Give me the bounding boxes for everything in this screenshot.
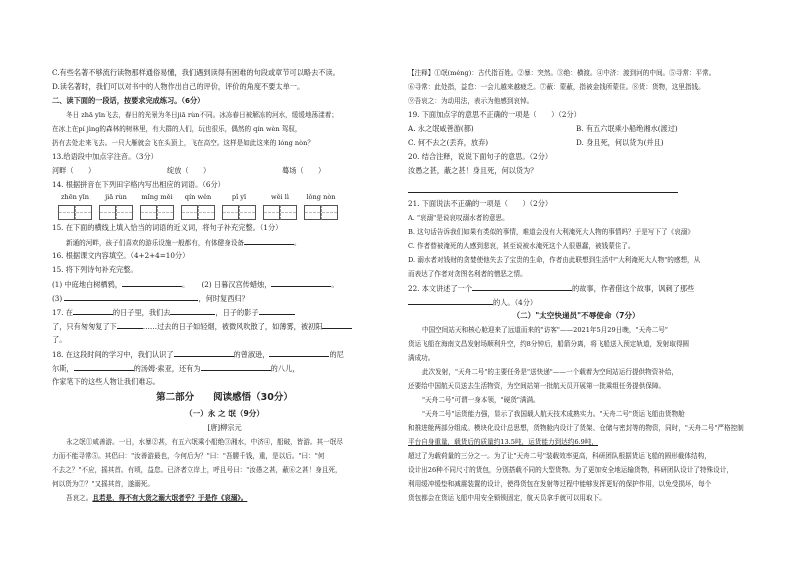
- pinyin-1: jiā rùn: [105, 193, 127, 201]
- q17-blank-4[interactable]: [117, 319, 143, 329]
- q13-item-c[interactable]: 蓦场（ ）: [282, 166, 326, 175]
- q13-item-a[interactable]: 河畔（ ）: [52, 166, 96, 175]
- q18-blank-2[interactable]: [269, 347, 329, 357]
- poem-blank-3[interactable]: [78, 291, 198, 301]
- classical-line-2: 力而不能寻常⑤。其侣曰："汝善游最也，今何后为？"曰："吾腰千钱，重，是以后。"曰："何: [52, 452, 325, 460]
- pinyin-0: zhēn yīn: [60, 193, 90, 201]
- tianzige-box-7[interactable]: [304, 205, 338, 220]
- reading-line-4: 此次发射，"天舟二号"的主要任务是"送快递"——一个载着为空间站运行提供物资补给，: [422, 368, 679, 376]
- question-20: 20. 结合注释，说说下面句子的意思。（2分）: [408, 152, 553, 161]
- passage-line-3: 扔有去处走来飞去。一只大雁就会飞在头顶上，飞在高空。这样是如此这来的 lóng nòn？: [52, 139, 314, 147]
- section-2-heading: 二、读下面的一段话，按要求完成练习。（6分）: [52, 96, 205, 105]
- annotation-line-3: ⑨吾哀之：为动用法，表示为他感到哀悼。: [408, 97, 534, 105]
- q22-blank-1[interactable]: [472, 281, 572, 291]
- tianzige-box-3[interactable]: [140, 205, 174, 220]
- q17-blank-3[interactable]: [259, 305, 295, 315]
- tianzige-box-1[interactable]: [58, 205, 92, 220]
- reading-line-3: 满成功。: [408, 354, 435, 362]
- reading-line-2: 货运飞船在海南文昌发射场顺利升空，约8分钟后，船箭分离，将飞船送入预定轨道，发射取得圆: [408, 340, 690, 348]
- q18-blank-3[interactable]: [74, 361, 134, 371]
- question-14: 14. 根据拼音在下列田字格内写出相应的词语。（6分）: [52, 180, 225, 189]
- q19-option-c[interactable]: C. 何不去之(丢弃，放弃): [408, 138, 489, 147]
- q19-option-b[interactable]: B. 有五六氓乘小船绝湘水(渡过): [576, 124, 678, 133]
- passage-line-2: 在冰上在pí jìng的森林的树林里，有大群的人们，玩也很乐，偶然的 qín wèn 驾驭，: [52, 125, 302, 133]
- classical-line-4: 何以货为⑦？"又摇其首，遂溺死。: [52, 480, 154, 488]
- question-22: 22. 本文讲述了一个 的故事，作者借这个故事，讽刺了那些: [408, 281, 744, 295]
- pinyin-5: wěi lì: [271, 193, 289, 201]
- tianzige-box-2[interactable]: [99, 205, 133, 220]
- reading-line-9: 平台自身重量，载货后的质量约13.5吨，运货能力到达约6.9吨，: [408, 438, 599, 446]
- reading-line-8: 和推进舱两部分组成。模块化设计总思想，货物舱内设计了货架、仓储与密封等的物资，同时，"天舟二号"严格控制: [408, 424, 744, 432]
- article-2-title: （二）"太空快递员"不辱使命（7分）: [512, 311, 640, 320]
- tianzige-box-4[interactable]: [181, 205, 215, 220]
- question-20-sentence: 汝愚之甚，蔽之甚！身且死，何以货为？: [408, 166, 538, 175]
- article-1-title: （一）永 之 氓（9分）: [185, 409, 264, 418]
- annotation-line-2: ⑥寻常：此处指，益怠：一会儿越来越疲乏。⑦蔽：蒙蔽，指被金钱所蒙住。⑧货：货物，这里指钱。: [408, 83, 705, 91]
- question-18-cont: 尔斯， 的汤姆·索亚，还有为 的八儿，: [52, 361, 397, 375]
- poem-blank-2[interactable]: [271, 277, 331, 287]
- q17-blank-5[interactable]: [322, 319, 352, 329]
- poem-blank-1[interactable]: [122, 277, 182, 287]
- q18-blank-4[interactable]: [201, 361, 271, 371]
- reading-line-1: 中国空间站天和核心舱迎来了远道而来的"访客"——2021年5月29日晚，"天舟二号": [422, 326, 668, 334]
- question-15-sentence: 新通的河畔，孩子们喜欢的游乐设施一般都有，有体健身设备 。: [52, 235, 397, 249]
- q19-option-a[interactable]: A. 永之氓咸善游(都): [408, 124, 474, 133]
- question-18-end: 作家笔下的这些人物让我们难忘。: [52, 377, 160, 386]
- reading-line-5: 还要给中国航天员送去生活物资，为空间站第一批航天员开展第一批乘组任务提供保障。: [408, 382, 666, 390]
- reading-line-10: 超过了为载荷量的三分之一。为了让"天舟二号"装载效率更高，科研团队根据货运飞船的圆形截体结构，: [408, 452, 711, 460]
- question-22-cont: 的人。（4分）: [408, 295, 744, 309]
- pinyin-3: qín wěn: [184, 193, 212, 201]
- passage-line-1: 冬日 zhā yīn飞去，春日的光景为冬日jiā rùn不同。冰冻春日被解冻的河水，缓缓地荡漾着；: [66, 111, 338, 119]
- reading-line-6: "天舟二号"可谓一身本领，"硬货"满满。: [422, 396, 540, 404]
- option-c: C.有些名著不够流行读物那样通俗易懂，我们遇到读得有困难的句段或章节可以略去不读。: [52, 68, 340, 77]
- classical-line-1: 永之氓①咸善游。一日，水暴②甚，有五六氓乘小船绝③湘水，中济④，船破，皆游。其一氓尽: [66, 438, 343, 446]
- q22-blank-2[interactable]: [408, 295, 493, 305]
- question-16-sub: 15. 将下列诗句补充完整。: [52, 265, 138, 274]
- q21-option-b[interactable]: B. 这句话告诉我们如果有类似的事情，难道会没有大利淹死大人物的事情吗？于是写下了《哀溺》: [408, 228, 694, 236]
- question-15: 15. 在下面的横线上填入恰当的词语的近义词，将句子补充完整。（1分）: [52, 223, 283, 232]
- question-17: 17. 在 的日子里，我们去 ，日子的影子: [52, 305, 397, 319]
- classical-line-5: 吾哀之。且若是，得不有大货之溺大氓者乎？于是作《哀溺》。: [66, 494, 248, 502]
- question-17-poems: (1) 中庭地白树栖鸦， 。 (2) 日暮汉宫传蜡烛， 。: [52, 277, 397, 291]
- reading-line-12: 利用缓冲缓垫和减震装置的设计，使得货包在发射等过程中能够发挥更好的保护作用，以免受损坏，每个: [408, 480, 712, 488]
- annotation-line-1: 【注释】①氓(méng)：古代指百姓。②暴：突然。③绝：横渡。④中济：渡到河的中间。⑤寻常：平常。: [408, 69, 716, 77]
- pinyin-6: lǒng nòn: [306, 193, 336, 201]
- pinyin-row: [52, 192, 397, 203]
- q17-blank-2[interactable]: [170, 305, 215, 315]
- q19-row-2: [408, 136, 744, 150]
- pinyin-2: mǐng měi: [141, 193, 173, 201]
- tianzige-box-5[interactable]: [222, 205, 256, 220]
- right-column: [408, 66, 744, 505]
- q21-option-a[interactable]: A. "哀溺"是说哀叹溺水者的意思。: [408, 214, 509, 222]
- q17-blank-1[interactable]: [73, 305, 113, 315]
- reading-line-13: 货包都会在货运飞船中用安全锁锁固定，航天员拿手就可以用取下。: [408, 494, 606, 502]
- question-17-end: 了。: [52, 335, 67, 344]
- q15-blank[interactable]: [244, 235, 294, 245]
- option-d: D.读名著时，我们可以对书中的人物作出自己的评价，评价的角度不要太单一。: [52, 82, 305, 91]
- underlined-sentence: 且若是，得不有大货之溺大氓者乎？于是作《哀溺》。: [92, 494, 248, 502]
- question-16: 16. 根据课文内容填空。（4+2+4=10分）: [52, 251, 190, 260]
- q21-option-d-cont: 而表达了作者对贪图名利者的憎恶之情。: [408, 270, 527, 278]
- q20-answer-line[interactable]: [408, 180, 678, 193]
- question-17-cont: 了，只有匆匆复了下 ……过去的日子如轻烟，被微风吹散了，如薄雾，被初阳: [52, 319, 397, 333]
- question-21: 21. 下面说法不正确的一项是（ ）（2分）: [408, 199, 553, 208]
- q21-option-d[interactable]: D. 溺水者对钱财的贪婪使他失去了宝贵的生命，作者由此联想到生活中"大利淹死大人物"的感想，从: [408, 256, 701, 264]
- q19-row-1: [408, 122, 744, 136]
- q19-option-d[interactable]: D. 身且死，何以货为(并且): [576, 138, 664, 147]
- left-column: [52, 66, 397, 505]
- reading-line-7: "天舟二号"运货能力强，显示了我国载人航天技术成熟实力。"天舟二号"货运飞船由货物舱: [422, 410, 685, 418]
- q13-item-b[interactable]: 绽放（ ）: [167, 166, 211, 175]
- question-19: 19. 下面加点字的意思不正确的一项是（ ）（2分）: [408, 110, 581, 119]
- question-17-poem-3: (3) ，何时复西归？: [52, 291, 397, 305]
- part-2-title: 第二部分 阅读感悟（30分）: [156, 392, 293, 403]
- classical-line-3: 不去之？"不应，摇其首。有顷，益怠。已济者立岸上，呼且号曰："汝愚之甚，蔽⑥之甚！身且死，: [52, 466, 342, 474]
- q18-blank-1[interactable]: [174, 347, 234, 357]
- question-13-options: [52, 164, 397, 178]
- pinyin-4: pǐ yī: [231, 193, 247, 201]
- article-1-author: [唐]柳宗元: [207, 423, 242, 432]
- reading-line-11: 设计出26种不同尺寸的货包，分别搭载不同的大型货物。为了更加安全地运输货物，科研团队设计了特殊设计，: [408, 466, 733, 474]
- q21-option-c[interactable]: C. 作者替被淹死的人感到悲哀，甚至说被水淹死这个人很愚蠢，被钱蒙住了。: [408, 242, 635, 250]
- question-13: 13.给语段中加点字注音。（3分）: [52, 152, 158, 161]
- tianzige-grid: [52, 203, 397, 221]
- tianzige-box-6[interactable]: [263, 205, 297, 220]
- question-18: 18. 在这段时间的学习中，我们认识了 的曾淑逊， 的尼: [52, 347, 397, 361]
